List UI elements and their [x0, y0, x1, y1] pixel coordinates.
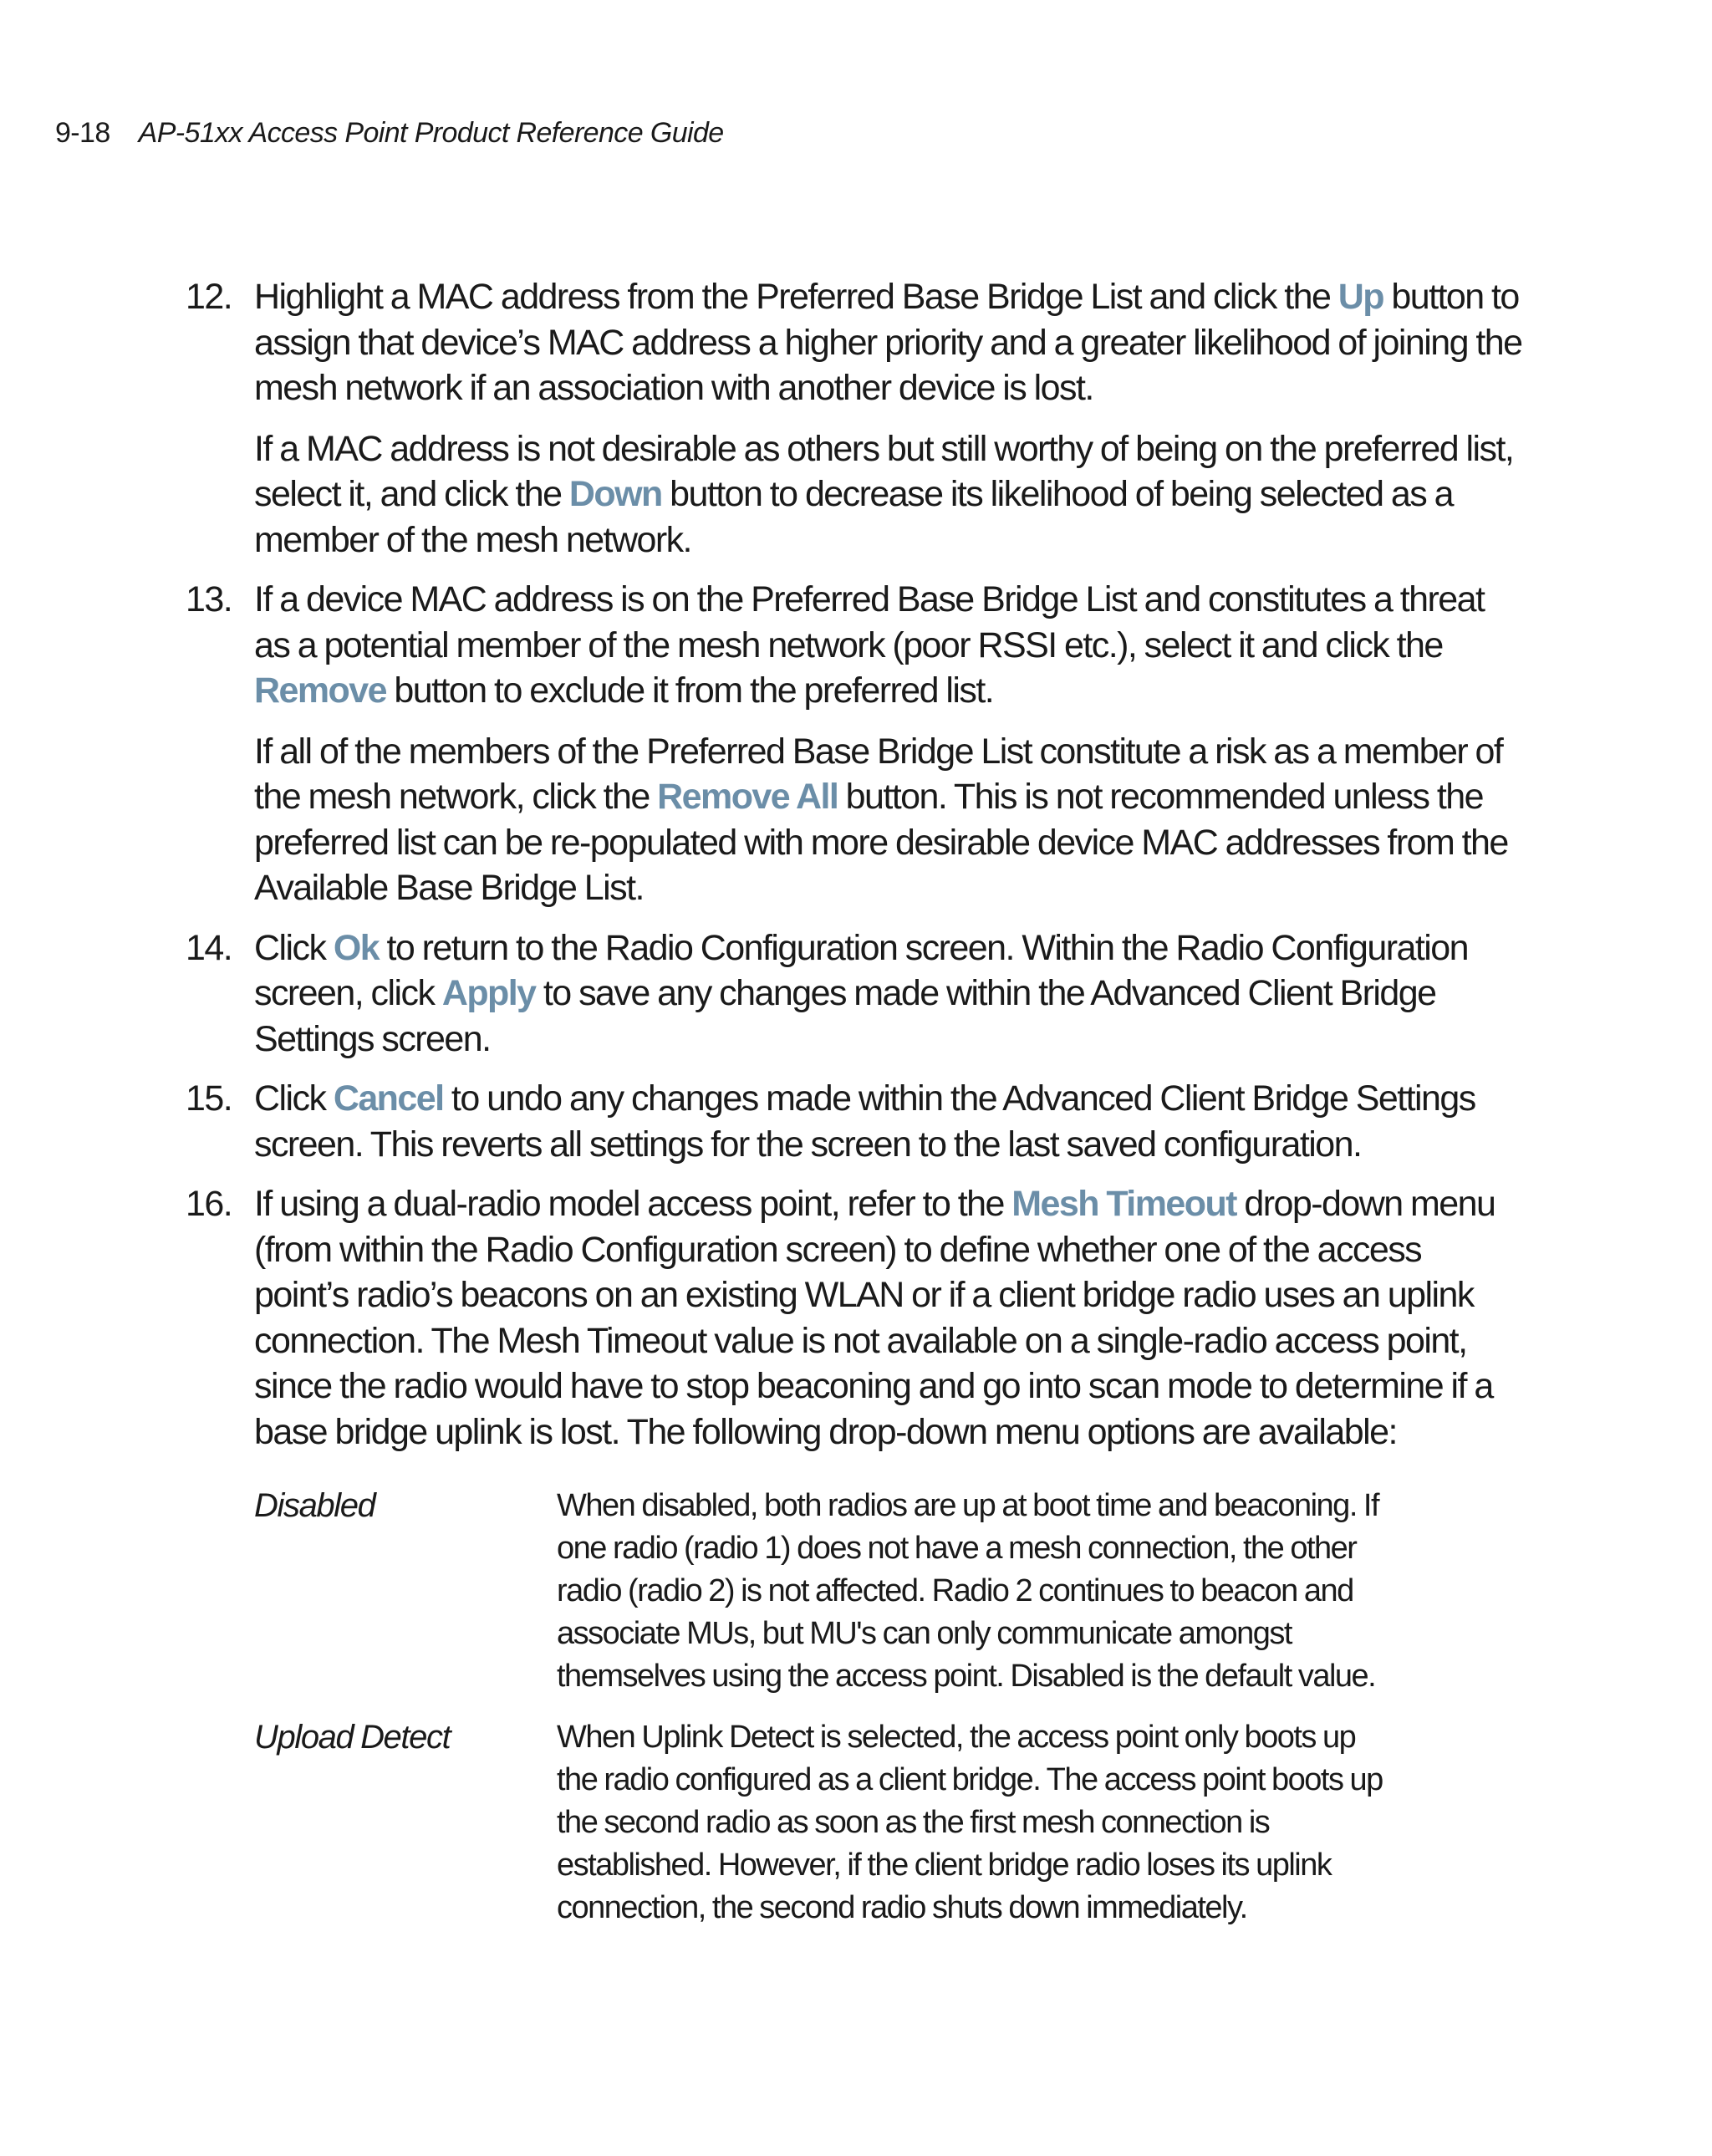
text: If all of the members of the Preferred Base Bridge List constitute a risk as a member of the mesh network, click the: [254, 731, 1503, 817]
remove-all-button-ref: Remove All: [657, 777, 838, 817]
option-row: [254, 1716, 1523, 1929]
mesh-timeout-ref: Mesh Timeout: [1011, 1184, 1236, 1224]
option-row: [254, 1485, 1523, 1698]
step-12-paragraph-1: [254, 274, 1523, 411]
text: to undo any changes made within the Advanced Client Bridge Settings screen. This reverts all settings for the screen to the last saved configuration.: [254, 1078, 1475, 1165]
text: button to assign that device’s MAC address a higher priority and a greater likelihood of joining the mesh network if an association with another device is lost.: [254, 277, 1522, 408]
text: If a device MAC address is on the Preferred Base Bridge List and constitutes a threat as a potential member of the mesh network (poor RSSI etc.), select it and click the: [254, 579, 1485, 665]
step-15-paragraph: [254, 1076, 1523, 1167]
text: button to exclude it from the preferred list.: [386, 670, 994, 711]
step-13-paragraph-2: [254, 729, 1523, 911]
step-13: [186, 577, 1523, 911]
text: Highlight a MAC address from the Preferred Base Bridge List and click the: [254, 277, 1338, 317]
step-14-paragraph: [254, 925, 1523, 1063]
apply-button-ref: Apply: [441, 973, 536, 1013]
remove-button-ref: Remove: [254, 670, 386, 711]
text: button. This is not recommended unless the preferred list can be re-populated with more desirable device MAC addresses from the Available Base Bridge List.: [254, 777, 1508, 908]
down-button-ref: Down: [568, 474, 662, 514]
text: drop-down menu (from within the Radio Configuration screen) to define whether one of the access point’s radio’s beacons on an existing WLAN or if a client bridge radio uses an uplink connection. The Mesh Timeout value is not available on a single-radio access point, since the radio would have to stop beaconing and go into scan mode to determine if a base bridge uplink is lost. The following drop-down menu options are available:: [254, 1184, 1495, 1452]
step-12: [186, 274, 1523, 563]
step-number: 15.: [186, 1078, 232, 1119]
ok-button-ref: Ok: [333, 927, 380, 968]
running-header: [55, 117, 724, 150]
step-number: 12.: [186, 277, 232, 317]
option-description: When disabled, both radios are up at boot time and beaconing. If one radio (radio 1) does not have a mesh connection, the other radio (radio 2) is not affected. Radio 2 continues to beacon and associate MUs, but MU's can only communicate amongst themselves using the access point. Disabled is the default value.: [557, 1488, 1379, 1694]
page-content: [186, 274, 1523, 1948]
text: to return to the Radio Configuration screen. Within the Radio Configuration screen, click: [254, 927, 1469, 1013]
option-term: Disabled: [254, 1487, 375, 1524]
step-14: [186, 925, 1523, 1063]
option-description: When Uplink Detect is selected, the access point only boots up the radio configured as a client bridge. The access point boots up the second radio as soon as the first mesh connection is established. However, if the client bridge radio loses its uplink connection, the second radio shuts down immediately.: [557, 1720, 1383, 1925]
step-16-paragraph: [254, 1181, 1523, 1455]
step-15: [186, 1076, 1523, 1167]
text: If using a dual-radio model access point, refer to the: [254, 1184, 1012, 1224]
step-16: [186, 1181, 1523, 1929]
cancel-button-ref: Cancel: [333, 1078, 444, 1119]
text: button to decrease its likelihood of being selected as a member of the mesh network.: [254, 474, 1454, 560]
page-number: 9-18: [55, 117, 110, 149]
text: to save any changes made within the Advanced Client Bridge Settings screen.: [254, 973, 1436, 1059]
text: Click: [254, 1078, 334, 1119]
option-term: Upload Detect: [254, 1719, 451, 1756]
step-number: 14.: [186, 927, 232, 968]
step-number: 16.: [186, 1184, 232, 1224]
step-number: 13.: [186, 579, 232, 619]
up-button-ref: Up: [1338, 277, 1383, 317]
text: If a MAC address is not desirable as others but still worthy of being on the preferred list, select it, and click the: [254, 428, 1514, 514]
mesh-timeout-options: [254, 1485, 1523, 1929]
guide-title: AP-51xx Access Point Product Reference Guide: [138, 117, 724, 149]
step-12-paragraph-2: [254, 426, 1523, 563]
text: Click: [254, 927, 334, 968]
step-13-paragraph-1: [254, 577, 1523, 714]
